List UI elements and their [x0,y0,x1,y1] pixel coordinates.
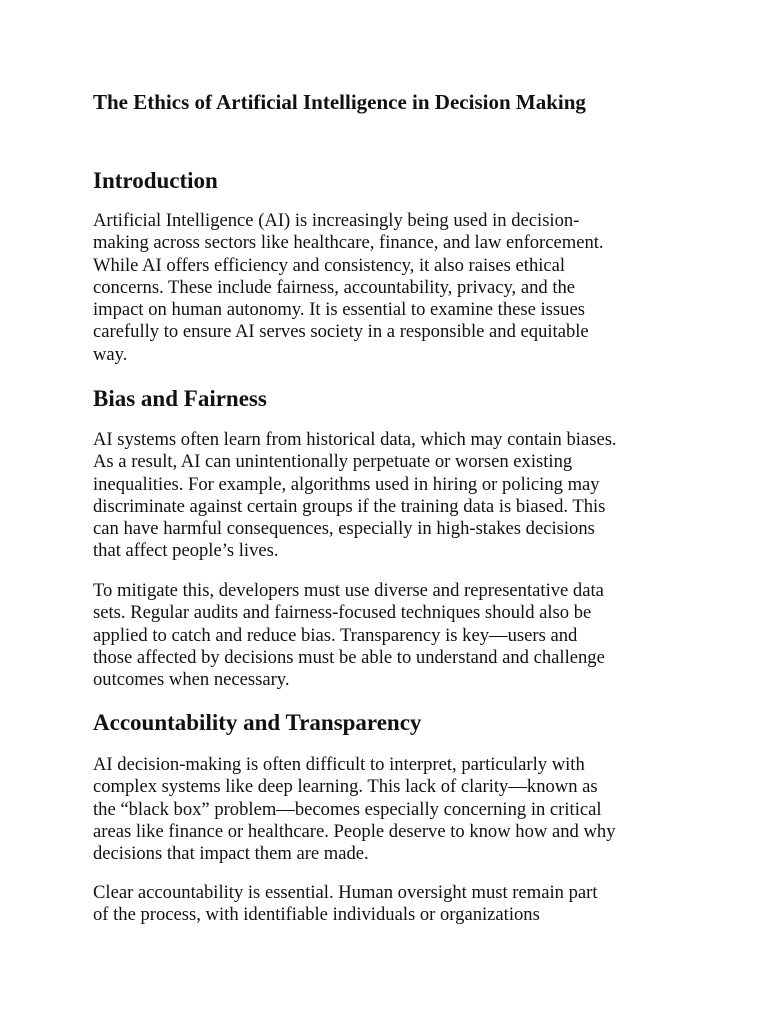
text-line: outcomes when necessary. [93,669,290,691]
section-heading-accountability-and-transparency: Accountability and Transparency [93,710,422,735]
text-line: complex systems like deep learning. This lack of clarity—known as [93,776,598,798]
text-line: making across sectors like healthcare, finance, and law enforcement. [93,232,604,254]
text-line: While AI offers efficiency and consistency, it also raises ethical [93,254,566,276]
document-title: The Ethics of Artificial Intelligence in Decision Making [93,90,586,114]
text-line: sets. Regular audits and fairness-focused techniques should also be [93,602,592,624]
text-line: concerns. These include fairness, accountability, privacy, and the [93,276,576,298]
text-line: applied to catch and reduce bias. Transparency is key—users and [93,624,578,646]
text-line: the “black box” problem—becomes especially concerning in critical [93,798,602,820]
text-line: Clear accountability is essential. Human oversight must remain part [93,882,598,903]
accountability-paragraph-1 [93,754,683,865]
bias-paragraph-2 [93,580,683,691]
text-line: inequalities. For example, algorithms used in hiring or policing may [93,473,600,495]
text-line: AI systems often learn from historical data, which may contain biases. [93,429,617,450]
text-line: Artificial Intelligence (AI) is increasingly being used in decision- [93,210,580,231]
text-line: areas like finance or healthcare. People deserve to know how and why [93,820,616,842]
text-line: those affected by decisions must be able to understand and challenge [93,646,605,668]
text-line: decisions that impact them are made. [93,843,369,865]
text-line: of the process, with identifiable individuals or organizations [93,904,540,926]
introduction-paragraph [93,210,683,366]
text-line: discriminate against certain groups if the training data is biased. This [93,495,606,517]
text-line: impact on human autonomy. It is essential to examine these issues [93,299,585,321]
bias-paragraph-1 [93,429,683,563]
section-heading-introduction: Introduction [93,168,218,193]
text-line: that affect people’s lives. [93,540,279,562]
text-line: carefully to ensure AI serves society in a responsible and equitable [93,321,589,343]
accountability-paragraph-2 [93,882,683,927]
text-line: way. [93,343,128,365]
text-line: can have harmful consequences, especially in high-stakes decisions [93,518,595,540]
text-line: To mitigate this, developers must use diverse and representative data [93,580,604,601]
text-line: AI decision-making is often difficult to interpret, particularly with [93,754,585,775]
section-heading-bias-and-fairness: Bias and Fairness [93,386,267,411]
text-line: As a result, AI can unintentionally perpetuate or worsen existing [93,451,573,473]
